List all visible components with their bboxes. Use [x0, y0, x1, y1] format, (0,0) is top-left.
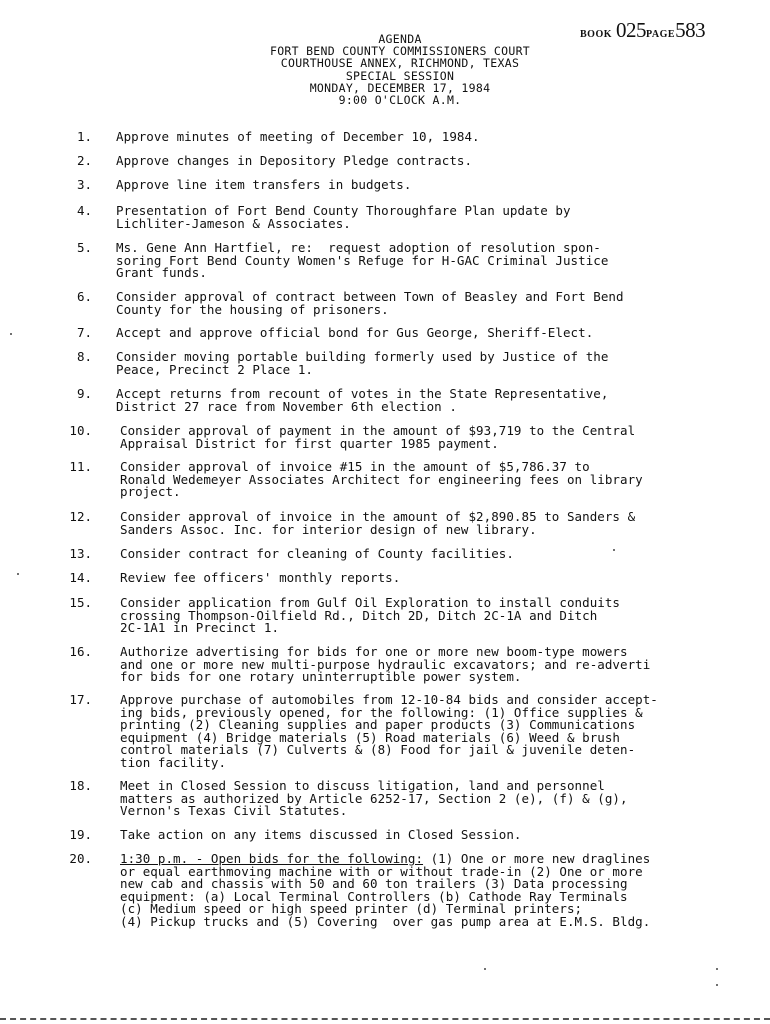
agenda-item-line: for bids for one rotary uninterruptible power system. — [120, 669, 522, 684]
agenda-item-text — [120, 780, 770, 818]
scan-speck — [716, 968, 718, 970]
agenda-item-line: or equal earthmoving machine with or without trade-in (2) One or more — [120, 863, 643, 879]
agenda-item-line: Appraisal District for first quarter 1985 payment. — [120, 435, 499, 451]
agenda-item-line: Consider moving portable building formerly used by Justice of the — [116, 349, 609, 364]
meeting-date: MONDAY, DECEMBER 17, 1984 — [309, 80, 491, 95]
agenda-item-line: Approve changes in Depository Pledge contracts. — [116, 153, 473, 168]
bid-opening-time: 1:30 p.m. - Open bids for the following: — [120, 851, 424, 866]
book-page-number: 583 — [675, 18, 706, 42]
scan-speck — [716, 984, 718, 986]
scan-speck — [17, 573, 19, 575]
session-type: SPECIAL SESSION — [345, 68, 455, 83]
agenda-item-text — [116, 205, 770, 230]
agenda-item-text — [120, 853, 770, 928]
agenda-item-line: Consider approval of payment in the amount of $93,719 to the Central — [120, 423, 636, 438]
agenda-item-line: Take action on any items discussed in Closed Session. — [120, 827, 522, 842]
agenda-item-line: Accept returns from recount of votes in the State Representative, — [116, 386, 609, 401]
agenda-item-line: Approve purchase of automobiles from 12-10-84 bids and consider accept- — [120, 692, 658, 707]
agenda-item-line: Ronald Wedemeyer Associates Architect for engineering fees on library — [120, 471, 643, 487]
agenda-item-number: 4. — [76, 203, 92, 218]
agenda-item-text — [116, 179, 770, 192]
meeting-location: COURTHOUSE ANNEX, RICHMOND, TEXAS — [280, 56, 520, 71]
agenda-item-line-rest: (1) One or more new draglines — [423, 851, 651, 866]
agenda-item-line: control materials (7) Culverts & (8) Food for jail & juvenile deten- — [120, 742, 636, 757]
agenda-item-line: Consider approval of invoice in the amount of $2,890.85 to Sanders & — [120, 509, 636, 524]
agenda-item-line: Meet in Closed Session to discuss litigation, land and personnel — [120, 778, 605, 793]
agenda-item-line: matters as authorized by Article 6252-17, Section 2 (e), (f) & (g), — [120, 790, 628, 806]
agenda-item-text — [120, 646, 770, 684]
agenda-item-text — [116, 327, 770, 340]
agenda-item-text — [120, 548, 770, 561]
agenda-item-line: (4) Pickup trucks and (5) Covering over gas pump area at E.M.S. Bldg. — [120, 913, 651, 929]
agenda-item-number: 1. — [76, 129, 92, 144]
agenda-title: AGENDA — [378, 32, 422, 46]
agenda-item-text — [116, 388, 770, 413]
agenda-item-line: Consider approval of contract between Town of Beasley and Fort Bend — [116, 289, 624, 304]
agenda-item-line: Sanders Assoc. Inc. for interior design of new library. — [120, 521, 537, 537]
agenda-item-line: equipment (4) Bridge materials (5) Road materials (6) Weed & brush — [120, 729, 620, 745]
agenda-item-line: crossing Thompson-Oilfield Rd., Ditch 2D, Ditch 2C-1A and Ditch — [120, 607, 598, 623]
book-volume: 025 — [616, 18, 647, 42]
agenda-item-text — [116, 242, 770, 280]
agenda-item-line: new cab and chassis with 50 and 60 ton trailers (3) Data processing — [120, 876, 628, 891]
agenda-item-line: 2C-1A1 in Precinct 1. — [120, 620, 280, 635]
agenda-item-line: Approve line item transfers in budgets. — [116, 177, 412, 192]
agenda-item-line: equipment: (a) Local Terminal Controllers (b) Cathode Ray Terminals — [120, 888, 628, 904]
agenda-item-text — [116, 155, 770, 168]
agenda-item-line: County for the housing of prisoners. — [116, 301, 389, 317]
agenda-item-text — [116, 351, 770, 376]
agenda-item-number: 12. — [69, 509, 92, 524]
book-label: BOOK — [580, 29, 613, 40]
agenda-item-number: 6. — [76, 289, 92, 304]
agenda-item-number: 9. — [76, 386, 92, 401]
agenda-item-line: Grant funds. — [116, 265, 207, 280]
agenda-item-line: printing (2) Cleaning supplies and paper products (3) Communications — [120, 717, 636, 732]
agenda-item-number: 8. — [76, 349, 92, 364]
agenda-item-line: District 27 race from November 6th election . — [116, 398, 457, 414]
agenda-item-line: Ms. Gene Ann Hartfiel, re: request adoption of resolution spon- — [116, 240, 601, 255]
agenda-item-line: Lichliter-Jameson & Associates. — [116, 215, 351, 231]
agenda-item-text — [120, 694, 770, 769]
agenda-item-line: Peace, Precinct 2 Place 1. — [116, 361, 313, 377]
page-label: PAGE — [646, 29, 676, 40]
scan-speck — [10, 333, 12, 335]
court-name: FORT BEND COUNTY COMMISSIONERS COURT — [269, 44, 531, 59]
agenda-item-text — [120, 597, 770, 635]
agenda-item-number: 13. — [69, 546, 92, 561]
agenda-item-text — [120, 829, 770, 842]
agenda-item-number: 10. — [69, 423, 92, 438]
agenda-item-line: ing bids, previously opened, for the following: (1) Office supplies & — [120, 704, 643, 720]
agenda-item-line: Review fee officers' monthly reports. — [120, 570, 401, 585]
agenda-item-number: 18. — [69, 778, 92, 793]
agenda-item-number: 3. — [76, 177, 92, 192]
agenda-item-text — [116, 131, 770, 144]
meeting-time: 9:00 O'CLOCK A.M. — [338, 93, 462, 108]
agenda-item-line: Presentation of Fort Bend County Thoroughfare Plan update by — [116, 203, 571, 218]
agenda-item-line: (c) Medium speed or high speed printer (d) Terminal printers; — [120, 901, 583, 916]
agenda-item-line: Accept and approve official bond for Gus George, Sheriff-Elect. — [116, 325, 594, 340]
agenda-item-line: Approve minutes of meeting of December 10, 1984. — [116, 129, 480, 144]
agenda-item-number: 14. — [69, 570, 92, 585]
agenda-item-line: Consider contract for cleaning of County facilities. — [120, 546, 514, 561]
scan-speck — [484, 968, 486, 970]
scan-edge-line — [0, 1018, 770, 1020]
agenda-item-text — [120, 425, 770, 450]
agenda-item-number: 2. — [76, 153, 92, 168]
scan-speck — [613, 549, 615, 551]
agenda-item-text — [120, 511, 770, 536]
agenda-item-line: Consider application from Gulf Oil Exploration to install conduits — [120, 595, 620, 610]
agenda-item-line: and one or more new multi-purpose hydraulic excavators; and re-adverti — [120, 656, 651, 672]
agenda-item-number: 20. — [69, 851, 92, 866]
agenda-item-number: 19. — [69, 827, 92, 842]
agenda-item-number: 16. — [69, 644, 92, 659]
agenda-item-number: 7. — [76, 325, 92, 340]
agenda-item-line: tion facility. — [120, 754, 227, 770]
agenda-item-line: Vernon's Texas Civil Statutes. — [120, 803, 348, 818]
agenda-item-number: 5. — [76, 240, 92, 255]
agenda-item-number: 15. — [69, 595, 92, 610]
agenda-item-number: 17. — [69, 692, 92, 707]
agenda-item-line: Authorize advertising for bids for one or more new boom-type mowers — [120, 644, 628, 659]
agenda-item-text — [120, 461, 770, 499]
agenda-item-text — [120, 572, 770, 585]
agenda-item-line: soring Fort Bend County Women's Refuge for H-GAC Criminal Justice — [116, 252, 609, 268]
agenda-item-line: Consider approval of invoice #15 in the amount of $5,786.37 to — [120, 459, 590, 474]
agenda-item-number: 11. — [69, 459, 92, 474]
agenda-item-text — [116, 291, 770, 316]
agenda-item-line: project. — [120, 484, 181, 499]
